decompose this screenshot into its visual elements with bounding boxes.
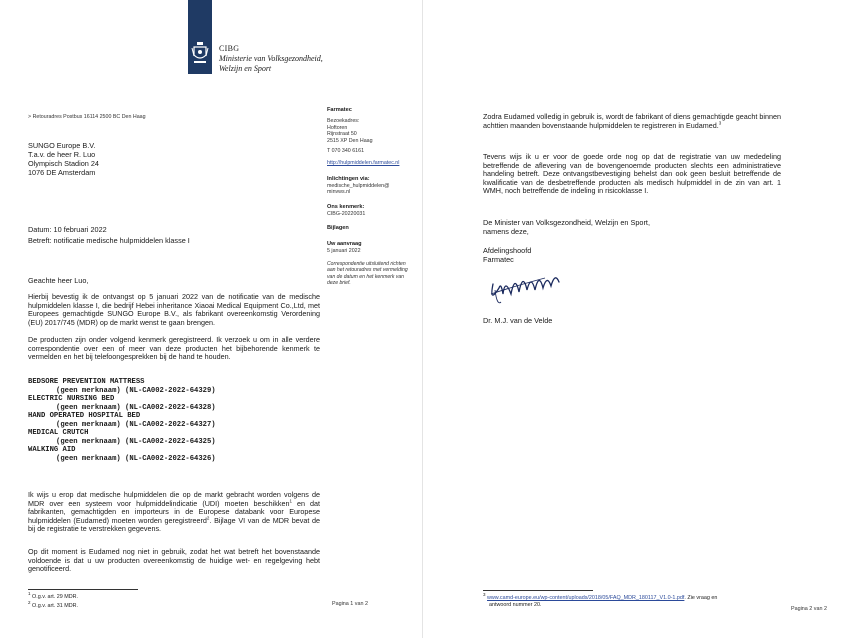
product-code: (geen merknaam) (NL-CA002-2022-64329) xyxy=(56,386,216,395)
page2-paragraph-1 xyxy=(483,113,781,130)
paragraph-3-part-b: en dat fabrikanten, gemachtigden en importeurs in de Europese databank voor Europese hulpmiddelen (Eudamed) moeten worden geregistreerd xyxy=(28,498,320,525)
product-name: MEDICAL CRUTCH xyxy=(28,429,89,437)
page2-paragraph-1-text: Zodra Eudamed volledig in gebruik is, wordt de fabrikant of diens gemachtigde geacht binnen achttien maanden bovenstaande hulpmiddelen te registreren in Eudamed. xyxy=(483,112,781,130)
paragraph-3-part-c: . Bijlage VI van de MDR bevat de bij de registratie te verstrekken gegevens. xyxy=(28,515,320,534)
paragraph-2: De producten zijn onder volgend kenmerk geregistreerd. Ik verzoek u om in alle verdere correspondentie over een of meer van deze producten het bijbehorende kenmerk te vermelden en het bij telefoongesprekken bij de hand te houden. xyxy=(28,335,320,362)
footnote-3-link[interactable]: www.camd-europe.eu/wp-content/uploads/2018/05/FAQ_MDR_180117_V1.0-1.pdf xyxy=(487,595,685,601)
org-line-1: Ministerie van Volksgezondheid, xyxy=(219,54,323,63)
organization-name xyxy=(219,44,323,74)
visit-line-3: 2515 XP Den Haag xyxy=(327,137,373,144)
footnote-1-number: 1 xyxy=(28,591,31,597)
paragraph-1: Hierbij bevestig ik de ontvangst op 5 januari 2022 van de notificatie van de medische hulpmiddelen klasse I, die bedrijf Hebei inheritance Xiaoai Medical Equipment Co.,Ltd, met Europees gemachtigde SUNGO Europe B.V., als fabrikant overeenkomstig Verordening (EU) 2017/745 (MDR) op de markt wenst te gaan brengen. xyxy=(28,292,320,327)
signer-role-2: Farmatec xyxy=(483,255,514,264)
recipient-line-3: Olympisch Stadion 24 xyxy=(28,159,99,168)
letter-page-2 xyxy=(422,0,850,638)
visit-line-1: Hoftoren xyxy=(327,124,348,131)
paragraph-4: Op dit moment is Eudamed nog niet in gebruik, zodat het wat betreft het bovenstaande voldoende is dat u uw producten overeenkomstig de huidige wet- en regelgeving hebt genotificeerd. xyxy=(28,547,320,574)
your-request-label: Uw aanvraag xyxy=(327,241,362,248)
product-code: (geen merknaam) (NL-CA002-2022-64328) xyxy=(56,403,216,412)
coat-of-arms-icon xyxy=(191,42,209,66)
info-email-1: medische_hulpmiddelen@ xyxy=(327,182,390,189)
page-number-2: Pagina 2 van 2 xyxy=(791,606,827,612)
your-request-value: 5 januari 2022 xyxy=(327,248,361,255)
org-line-2: Welzijn en Sport xyxy=(219,64,272,73)
visit-line-2: Rijnstraat 50 xyxy=(327,131,357,138)
letter-page-1 xyxy=(0,0,420,638)
footnote-3-text: . Zie vraag en xyxy=(684,595,718,601)
sidebar-dept: Farmatec xyxy=(327,107,352,113)
reference-value: CIBG-20220031 xyxy=(327,210,366,217)
footnote-2-number: 2 xyxy=(28,600,31,606)
product-item xyxy=(28,429,216,446)
letter-subject: Betreft: notificatie medische hulpmiddelen klasse I xyxy=(28,236,190,245)
footnote-1 xyxy=(28,591,79,601)
product-item xyxy=(28,378,216,395)
page-number-1: Pagina 1 van 2 xyxy=(332,601,368,607)
handwritten-signature xyxy=(485,264,565,312)
greeting: Geachte heer Luo, xyxy=(28,276,89,285)
footnote-3-continued: antwoord nummer 20. xyxy=(489,602,542,608)
signer-role-1: Afdelingshoofd xyxy=(483,246,532,255)
footnote-divider xyxy=(28,589,138,590)
info-email-2: minvws.nl xyxy=(327,189,351,196)
product-item xyxy=(28,395,216,412)
product-name: BEDSORE PREVENTION MATTRESS xyxy=(28,378,145,386)
closing-line-2: namens deze, xyxy=(483,227,529,236)
footnote-divider-2 xyxy=(483,590,593,591)
footnote-1-text: O.g.v. art. 29 MDR. xyxy=(30,594,79,600)
paragraph-3 xyxy=(28,491,320,534)
footnote-ref-3: 3 xyxy=(718,120,722,126)
footnote-2-text: O.g.v. art. 31 MDR. xyxy=(30,603,79,609)
signer-name: Dr. M.J. van de Velde xyxy=(483,316,553,325)
sender-sidebar xyxy=(327,107,419,287)
footnote-2 xyxy=(28,600,79,610)
product-item xyxy=(28,446,216,463)
org-short: CIBG xyxy=(219,44,240,53)
product-code: (geen merknaam) (NL-CA002-2022-64326) xyxy=(56,454,216,463)
closing-line-1: De Minister van Volksgezondheid, Welzijn en Sport, xyxy=(483,218,650,227)
return-address: > Retouradres Postbus 16114 2500 BC Den Haag xyxy=(28,114,146,120)
info-label: Inlichtingen via: xyxy=(327,175,370,182)
product-code: (geen merknaam) (NL-CA002-2022-64327) xyxy=(56,420,216,429)
product-code: (geen merknaam) (NL-CA002-2022-64325) xyxy=(56,437,216,446)
product-item xyxy=(28,412,216,429)
footnote-ref-1: 1 xyxy=(289,498,292,504)
page2-paragraph-2: Tevens wijs ik u er voor de goede orde nog op dat de registratie van uw mededeling betreffende de aflevering van de bovengenoemde producten slechts een administratieve handeling betreft. Deze ontvangstbevestiging behelst dan ook geen besluit betreffende de kwalificatie van de desbetreffende producten als medisch hulpmiddel in de zin van art. 1 WMH, noch betreffende de indeling in risicoklasse I. xyxy=(483,152,781,196)
paragraph-3-part-a: Ik wijs u erop dat medische hulpmiddelen die op de markt gebracht worden volgens de MDR over een systeem voor hulpmiddelindicatie (UDI) moeten beschikken xyxy=(28,490,320,508)
reference-label: Ons kenmerk: xyxy=(327,203,365,210)
recipient-line-2: T.a.v. de heer R. Luo xyxy=(28,150,96,159)
website-link[interactable]: http://hulpmiddelen.farmatec.nl xyxy=(327,159,400,166)
visit-label: Bezoekadres: xyxy=(327,118,360,124)
correspondence-note: Correspondentie uitsluitend richten aan het retouradres met vermelding van de datum en het kenmerk van deze brief. xyxy=(327,260,408,287)
recipient-line-4: 1076 DE Amsterdam xyxy=(28,168,96,177)
product-name: HAND OPERATED HOSPITAL BED xyxy=(28,412,141,420)
product-name: ELECTRIC NURSING BED xyxy=(28,395,115,403)
recipient-line-1: SUNGO Europe B.V. xyxy=(28,141,96,150)
footnote-ref-2: 2 xyxy=(206,515,210,521)
footnote-3 xyxy=(483,592,718,602)
phone-number: T 070 340 6161 xyxy=(327,148,365,155)
attachments-label: Bijlagen xyxy=(327,225,349,232)
product-name: WALKING AID xyxy=(28,446,76,454)
letter-date: Datum: 10 februari 2022 xyxy=(28,225,107,234)
footnote-3-number: 3 xyxy=(483,592,486,598)
product-list xyxy=(28,378,216,463)
